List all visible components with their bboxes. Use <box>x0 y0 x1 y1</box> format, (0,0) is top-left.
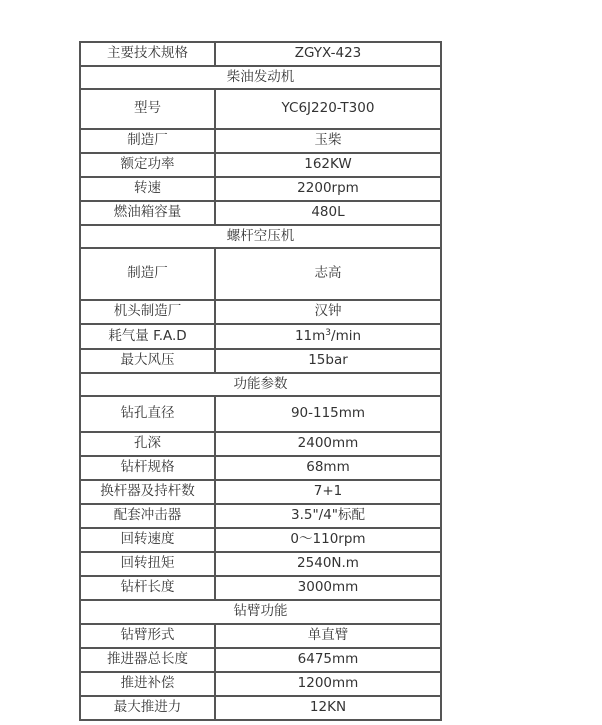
section-title: 功能参数 <box>80 373 441 396</box>
spec-value: 480L <box>215 201 441 225</box>
section-row <box>80 225 441 248</box>
spec-value: 2200rpm <box>215 177 441 201</box>
spec-label: 配套冲击器 <box>80 504 215 528</box>
spec-label: 钻孔直径 <box>80 396 215 432</box>
spec-label: 额定功率 <box>80 153 215 177</box>
table-row <box>80 396 441 432</box>
spec-label: 最大风压 <box>80 349 215 373</box>
spec-label: 孔深 <box>80 432 215 456</box>
table-row <box>80 696 441 720</box>
spec-value-superscript: 3 <box>325 327 332 338</box>
spec-label: 机头制造厂 <box>80 300 215 324</box>
spec-label: 转速 <box>80 177 215 201</box>
table-row <box>80 248 441 300</box>
table-row <box>80 42 441 66</box>
table-row <box>80 480 441 504</box>
section-row <box>80 600 441 624</box>
spec-value: 0～110rpm <box>215 528 441 552</box>
table-row <box>80 624 441 648</box>
section-title: 柴油发动机 <box>80 66 441 89</box>
section-row <box>80 373 441 396</box>
spec-label: 制造厂 <box>80 248 215 300</box>
table-row <box>80 648 441 672</box>
spec-value: 90-115mm <box>215 396 441 432</box>
spec-value: 志高 <box>215 248 441 300</box>
spec-label: 耗气量 F.A.D <box>80 324 215 349</box>
table-row <box>80 324 441 349</box>
spec-label: 制造厂 <box>80 129 215 153</box>
spec-label: 燃油箱容量 <box>80 201 215 225</box>
table-row <box>80 201 441 225</box>
table-row <box>80 576 441 600</box>
spec-table-body <box>80 42 441 720</box>
spec-label: 最大推进力 <box>80 696 215 720</box>
spec-value: 3.5"/4"标配 <box>215 504 441 528</box>
spec-label: 换杆器及持杆数 <box>80 480 215 504</box>
spec-label: 回转速度 <box>80 528 215 552</box>
spec-value: YC6J220-T300 <box>215 89 441 129</box>
spec-value: 1200mm <box>215 672 441 696</box>
table-row <box>80 504 441 528</box>
spec-label: 型号 <box>80 89 215 129</box>
table-row <box>80 89 441 129</box>
spec-value: 7+1 <box>215 480 441 504</box>
table-row <box>80 456 441 480</box>
section-title: 螺杆空压机 <box>80 225 441 248</box>
table-row <box>80 349 441 373</box>
table-row <box>80 177 441 201</box>
spec-value: ZGYX-423 <box>215 42 441 66</box>
spec-value: 15bar <box>215 349 441 373</box>
spec-value <box>215 324 441 349</box>
table-row <box>80 672 441 696</box>
spec-value: 2400mm <box>215 432 441 456</box>
spec-value-base: 11m <box>294 327 326 344</box>
table-row <box>80 552 441 576</box>
table-row <box>80 129 441 153</box>
spec-value: 68mm <box>215 456 441 480</box>
spec-label: 推进器总长度 <box>80 648 215 672</box>
spec-label: 钻杆规格 <box>80 456 215 480</box>
table-row <box>80 153 441 177</box>
spec-value: 单直臂 <box>215 624 441 648</box>
section-row <box>80 66 441 89</box>
spec-value: 玉柴 <box>215 129 441 153</box>
spec-value: 汉钟 <box>215 300 441 324</box>
spec-value: 12KN <box>215 696 441 720</box>
table-row <box>80 300 441 324</box>
spec-value: 2540N.m <box>215 552 441 576</box>
spec-value: 6475mm <box>215 648 441 672</box>
table-row <box>80 432 441 456</box>
spec-value-suffix: /min <box>331 327 362 344</box>
spec-table <box>79 41 442 721</box>
spec-label: 主要技术规格 <box>80 42 215 66</box>
spec-label: 钻杆长度 <box>80 576 215 600</box>
spec-value: 162KW <box>215 153 441 177</box>
section-title: 钻臂功能 <box>80 600 441 624</box>
spec-value: 3000mm <box>215 576 441 600</box>
spec-label: 回转扭矩 <box>80 552 215 576</box>
spec-label: 钻臂形式 <box>80 624 215 648</box>
spec-label: 推进补偿 <box>80 672 215 696</box>
table-row <box>80 528 441 552</box>
